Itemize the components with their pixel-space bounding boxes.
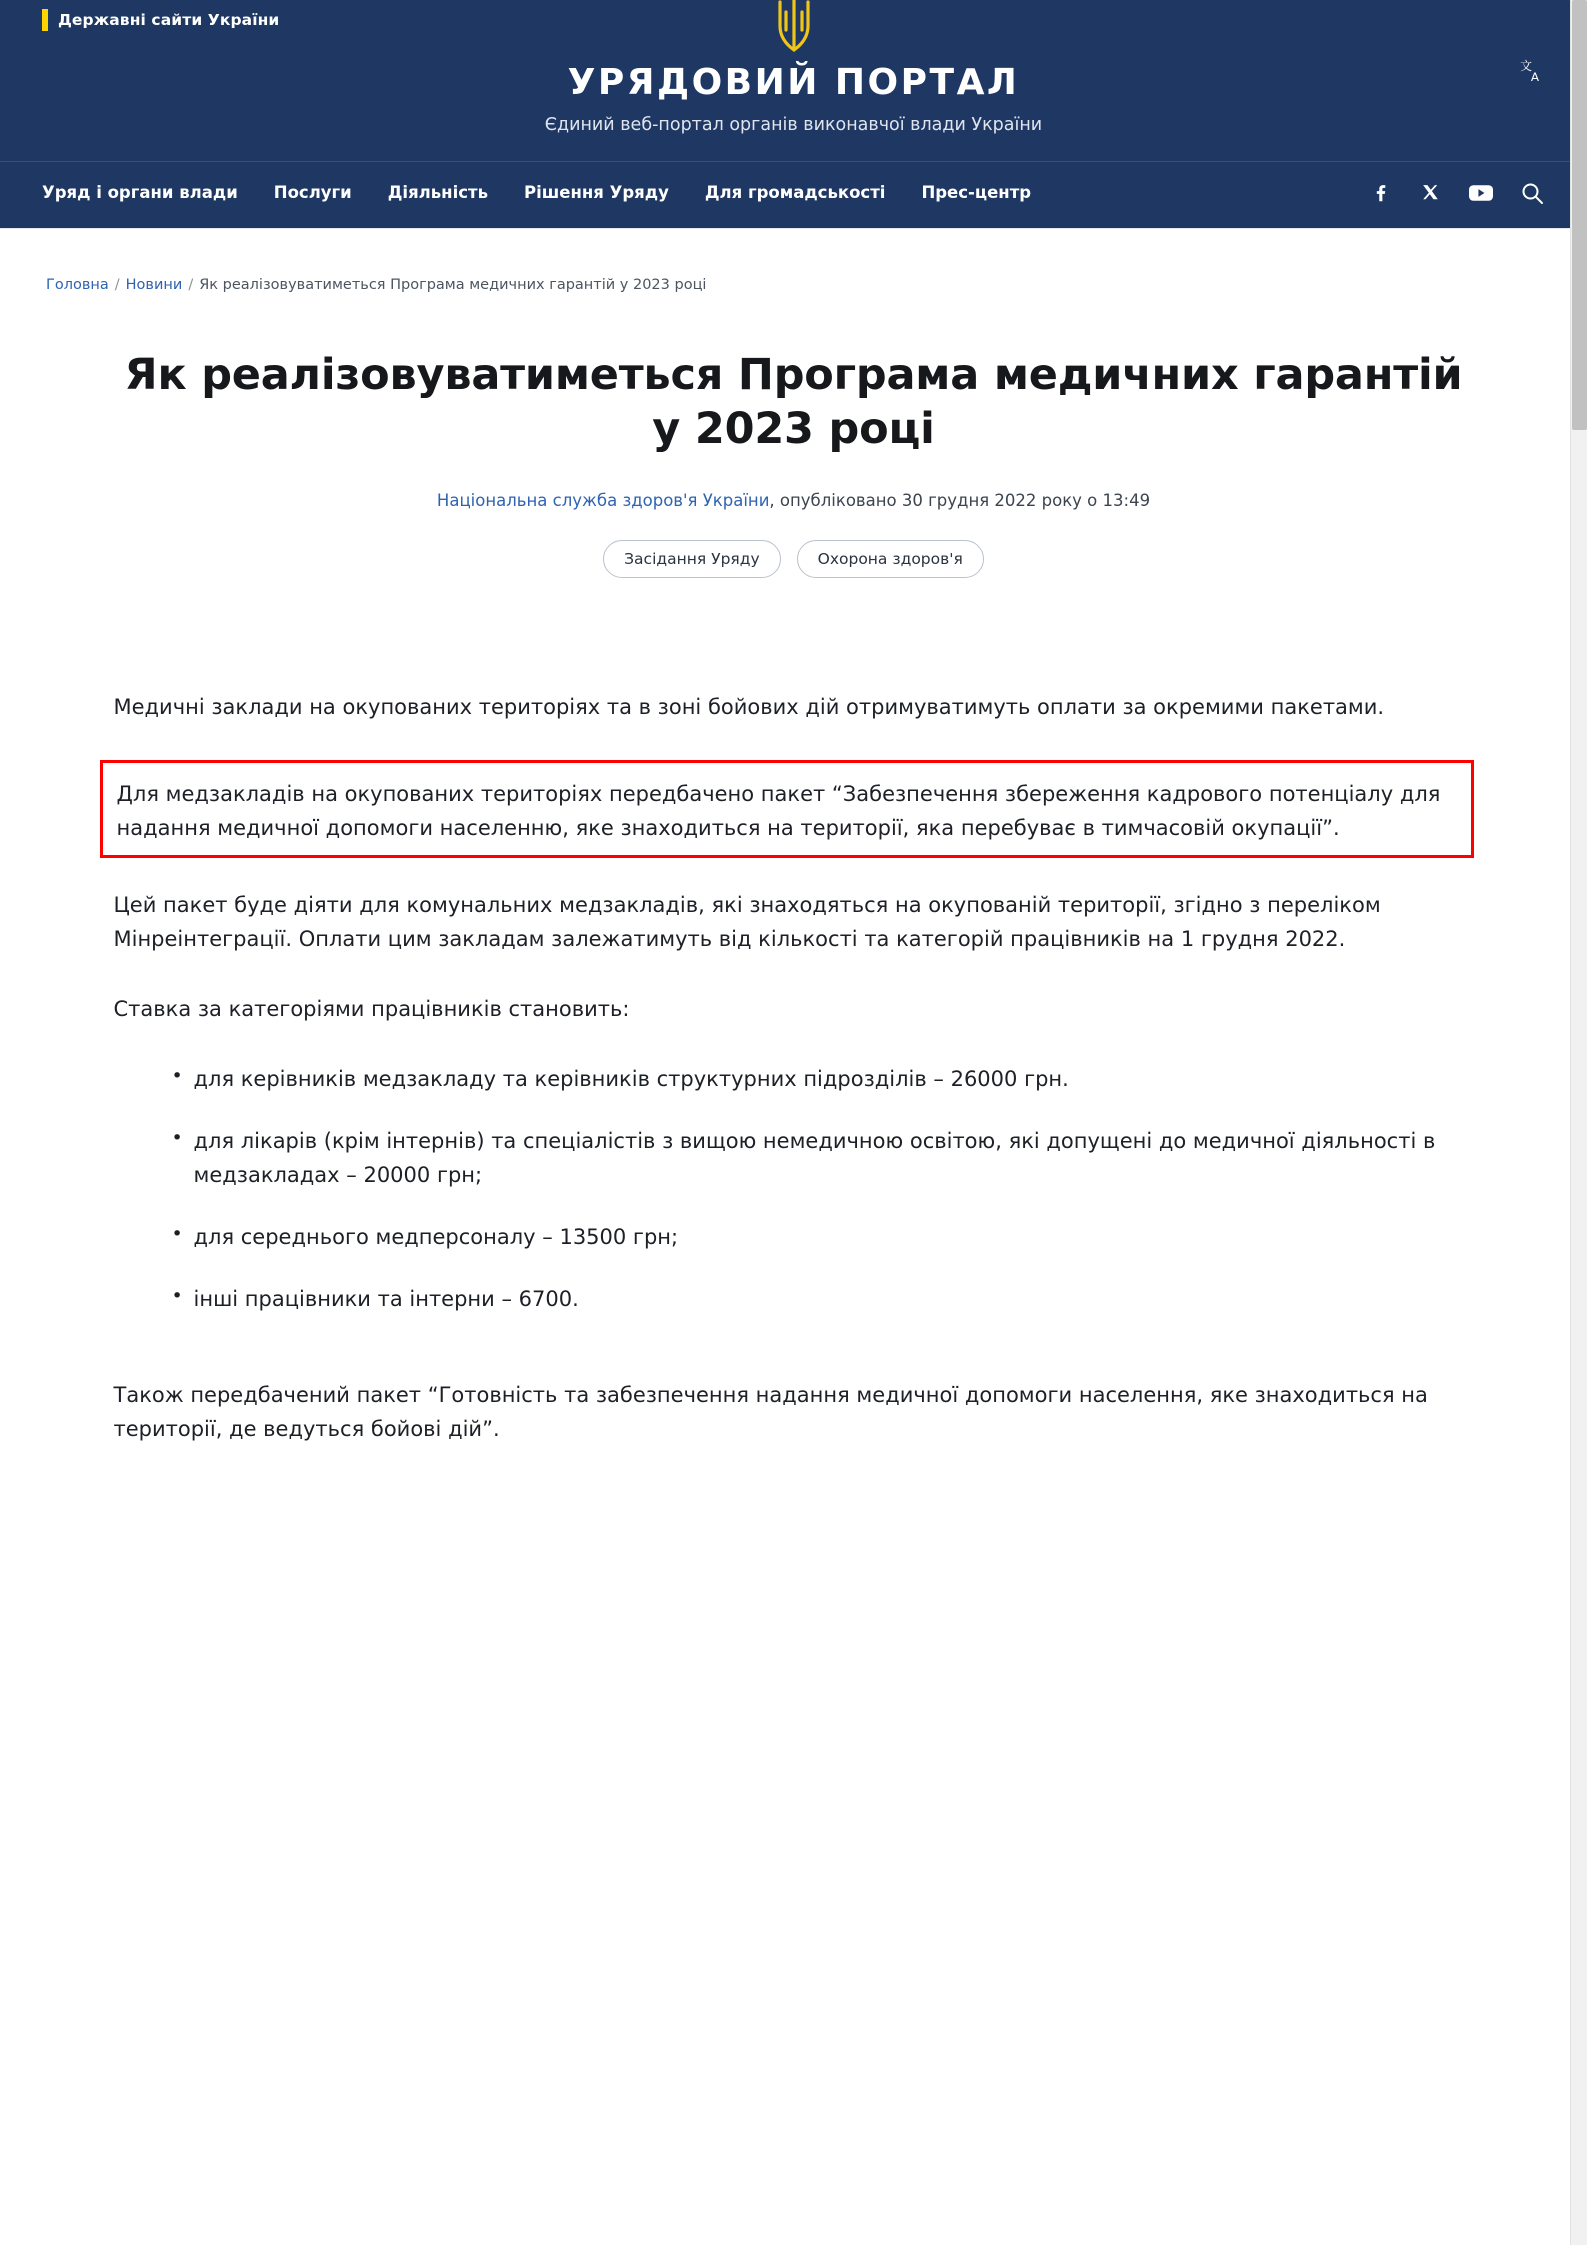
nav-item-public[interactable]: Для громадськості — [704, 183, 886, 202]
site-subtitle: Єдиний веб-портал органів виконавчої влади України — [544, 115, 1043, 135]
list-item: • для керівників медзакладу та керівників структурних підрозділів – 26000 грн. — [172, 1062, 1474, 1096]
highlighted-paragraph-box — [100, 760, 1474, 858]
breadcrumb-separator-2: / — [188, 277, 194, 293]
article-paragraph-3: Ставка за категоріями працівників становить: — [113, 996, 630, 1021]
breadcrumb-home[interactable]: Головна — [46, 277, 109, 293]
page-scrollbar[interactable] — [1570, 0, 1587, 2245]
nav-item-government[interactable]: Уряд і органи влади — [42, 183, 238, 202]
rates-list — [114, 1062, 1474, 1316]
tag-government-meeting[interactable]: Засідання Уряду — [603, 540, 781, 578]
svg-text:文: 文 — [1520, 58, 1531, 73]
main-navigation — [0, 161, 1587, 223]
page-content — [0, 229, 1587, 1446]
search-icon[interactable] — [1519, 180, 1545, 206]
language-switch-icon[interactable] — [1519, 58, 1545, 88]
article-body — [104, 690, 1484, 1446]
nav-item-decisions[interactable]: Рішення Уряду — [524, 183, 669, 202]
article-meta — [104, 491, 1484, 510]
breadcrumb — [42, 229, 1545, 293]
x-twitter-icon[interactable] — [1419, 181, 1443, 205]
svg-text:A: A — [1530, 69, 1538, 84]
list-item: • інші працівники та інтерни – 6700. — [172, 1282, 1474, 1316]
article-paragraph-lead: Медичні заклади на окупованих територіях та в зоні бойових дій отримуватимуть оплати за окремими пакетами. — [113, 694, 1385, 719]
youtube-icon[interactable] — [1469, 181, 1493, 205]
list-item: • для середнього медперсоналу – 13500 грн; — [172, 1220, 1474, 1254]
article-paragraph-2: Цей пакет буде діяти для комунальних медзакладів, які знаходяться на окупованій території, згідно з переліком Мінреінтеграції. Оплати цим закладам залежатимуть від кількості та категорій працівників на 1 грудня 2022. — [113, 892, 1381, 951]
breadcrumb-news[interactable]: Новини — [125, 277, 183, 293]
article-tags — [104, 540, 1484, 578]
ukraine-flag-icon — [42, 9, 48, 31]
article-publish-info: , опубліковано 30 грудня 2022 року о 13:49 — [769, 490, 1151, 510]
breadcrumb-separator-1: / — [114, 277, 120, 293]
site-title[interactable]: УРЯДОВИЙ ПОРТАЛ — [567, 62, 1020, 103]
list-item: • для лікарів (крім інтернів) та спеціалістів з вищою немедичною освітою, які допущені до медичної діяльності в медзакладах – 20000 грн; — [172, 1124, 1474, 1192]
nav-item-press-center[interactable]: Прес-центр — [921, 183, 1032, 202]
article-paragraph-highlighted: Для медзакладів на окупованих територіях передбачено пакет “Забезпечення збереження кадрового потенціалу для надання медичної допомоги населенню, яке знаходиться на території, яка перебуває в тимчасовій окупації”. — [116, 781, 1441, 840]
nav-item-activity[interactable]: Діяльність — [387, 183, 489, 202]
tag-healthcare[interactable]: Охорона здоров'я — [797, 540, 984, 578]
body-spacer — [114, 1352, 1474, 1378]
ukraine-trident-icon — [771, 0, 817, 54]
facebook-icon[interactable] — [1369, 181, 1393, 205]
article-paragraph-4: Також передбачений пакет “Готовність та забезпечення надання медичної допомоги населення, яке знаходиться на території, де ведуться бойові дій”. — [113, 1382, 1428, 1441]
article — [104, 349, 1484, 1446]
site-header — [0, 40, 1587, 161]
article-source-link[interactable]: Національна служба здоров'я України — [436, 490, 770, 510]
scrollbar-thumb[interactable] — [1572, 0, 1587, 430]
page-title: Як реалізовуватиметься Програма медичних гарантій у 2023 році — [124, 350, 1463, 454]
nav-right-icons — [1369, 180, 1545, 206]
gov-sites-label[interactable]: Державні сайти України — [58, 11, 280, 29]
nav-items — [42, 183, 1031, 202]
nav-item-services[interactable]: Послуги — [273, 183, 352, 202]
breadcrumb-current: Як реалізовуватиметься Програма медичних гарантій у 2023 році — [199, 277, 707, 293]
